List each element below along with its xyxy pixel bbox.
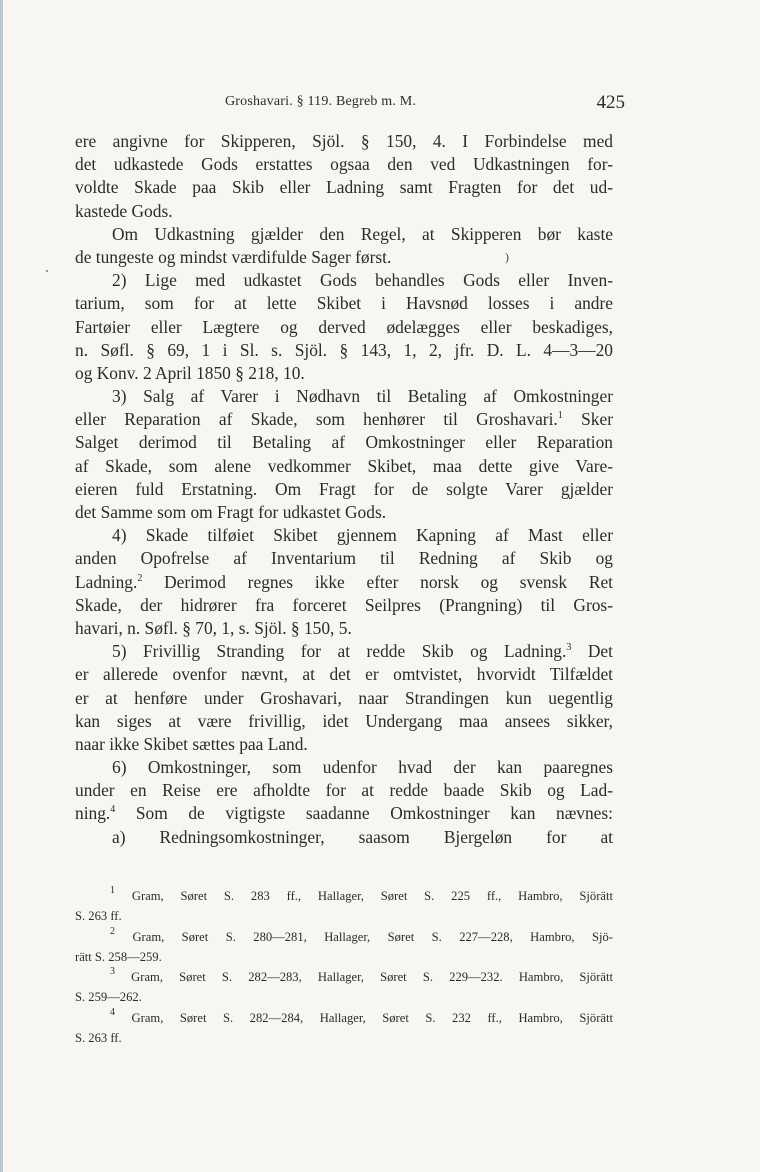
footnote-number: 3 [110, 966, 115, 978]
margin-mark: ) [505, 250, 509, 264]
text-line: det Samme som om Fragt for udkastet Gods. [75, 502, 387, 522]
text-line: havari, n. Søfl. § 70, 1, s. Sjöl. § 150, 5. [75, 617, 352, 638]
text-line: 4) Skade tilføiet Skibet gjennem Kapning af Mast eller [112, 525, 613, 546]
text-line: anden Opofrelse af Inventarium til Redning af Skib og [75, 548, 613, 569]
footnote-number: 2 [110, 925, 115, 937]
text-line: Salget derimod til Betaling af Omkostninger eller Reparation [75, 432, 613, 453]
footnote-line: S. 263 ff. [75, 909, 122, 924]
text-segment: ning. [75, 803, 111, 824]
footnote [75, 886, 613, 906]
footnote-line: S. 259—262. [75, 990, 142, 1005]
text-segment: Sker [581, 409, 613, 430]
page-number: 425 [596, 92, 625, 113]
footnote-number: 1 [110, 885, 115, 896]
text-line: af Skade, som alene vedkommer Skibet, maa dette give Vare- [75, 455, 613, 476]
text-line: Om Udkastning gjælder den Regel, at Skipperen bør kaste [112, 223, 613, 244]
text-segment: Ladning. [75, 571, 138, 592]
text-line: n. Søfl. § 69, 1 i Sl. s. Sjöl. § 143, 1, 2, jfr. D. L. 4—3—20 [75, 339, 613, 360]
running-head-title: Groshavari. § 119. Begreb m. M. [225, 94, 417, 109]
footnote-number: 4 [110, 1006, 115, 1018]
text-line: under en Reise ere afholdte for at redde baade Skib og Lad- [75, 780, 613, 801]
text-line: de tungeste og mindst værdifulde Sager først. [75, 246, 392, 267]
text-line [75, 640, 613, 663]
footnote-ref: 4 [110, 804, 116, 816]
footnote [75, 1008, 613, 1028]
text-line: er allerede ovenfor nævnt, at det er omtvistet, hvorvidt Tilfældet [75, 664, 613, 685]
text-line: eieren fuld Erstatning. Om Fragt for de solgte Varer gjælder [75, 478, 613, 499]
text-segment: eller Reparation af Skade, som henhører til Groshavari. [75, 409, 558, 430]
footnote-text: Gram, Søret S. 282—283, Hallager, Søret S. 229—232. Hambro, Sjörätt [131, 970, 613, 985]
text-line: 3) Salg af Varer i Nødhavn til Betaling af Omkostninger [112, 386, 613, 407]
body-text [75, 130, 613, 849]
text-line: tarium, som for at lette Skibet i Havsnød losses i andre [75, 293, 613, 314]
ink-speck [46, 270, 48, 272]
footnotes [75, 886, 613, 1048]
footnote [75, 927, 613, 947]
text-line: kastede Gods. [75, 200, 173, 221]
footnote-ref: 1 [557, 410, 563, 422]
text-line: Skade, der hidrører fra forceret Seilpres (Prangning) til Gros- [75, 594, 613, 615]
footnote-text: Gram, Søret S. 283 ff., Hallager, Søret S. 225 ff., Hambro, Sjörätt [131, 889, 613, 903]
text-line: er at henføre under Groshavari, naar Strandingen kun uegentlig [75, 687, 613, 708]
text-line: a) Redningsomkostninger, saasom Bjergeløn for at [112, 826, 613, 847]
text-line: naar ikke Skibet sættes paa Land. [75, 733, 308, 754]
text-segment: Det [587, 641, 613, 662]
footnote-ref: 3 [566, 642, 572, 654]
footnote-line: rätt S. 258—259. [75, 949, 162, 964]
text-line: Fartøier eller Lægtere og derved ødelægges eller beskadiges, [75, 316, 613, 337]
text-line: kan siges at være frivillig, idet Undergang maa ansees sikker, [75, 710, 613, 731]
footnote-line: S. 263 ff. [75, 1031, 122, 1046]
text-line: det udkastede Gods erstattes ogsaa den ved Udkastningen for- [75, 154, 613, 175]
text-line: og Konv. 2 April 1850 § 218, 10. [75, 362, 305, 383]
text-line [75, 571, 613, 594]
text-line: 2) Lige med udkastet Gods behandles Gods eller Inven- [112, 270, 613, 291]
text-line [75, 802, 613, 825]
text-line: ere angivne for Skipperen, Sjöl. § 150, 4. I Forbindelse med [75, 131, 613, 151]
footnote [75, 967, 613, 987]
text-line [75, 408, 613, 431]
scan-edge [0, 0, 3, 1172]
running-head [75, 92, 625, 116]
text-segment: 5) Frivillig Stranding for at redde Skib og Ladning. [112, 641, 567, 662]
text-line: 6) Omkostninger, som udenfor hvad der kan paaregnes [112, 757, 613, 778]
text-segment: Derimod regnes ikke efter norsk og svensk Ret [164, 571, 613, 592]
footnote-text: Gram, Søret S. 280—281, Hallager, Søret S. 227—228, Hambro, Sjö- [132, 929, 613, 944]
footnote-text: Gram, Søret S. 282—284, Hallager, Søret S. 232 ff., Hambro, Sjörätt [131, 1010, 613, 1025]
text-segment: Som de vigtigste saadanne Omkostninger kan nævnes: [135, 803, 614, 824]
text-line: voldte Skade paa Skib eller Ladning samt Fragten for det ud- [75, 177, 613, 198]
footnote-ref: 2 [137, 572, 143, 584]
